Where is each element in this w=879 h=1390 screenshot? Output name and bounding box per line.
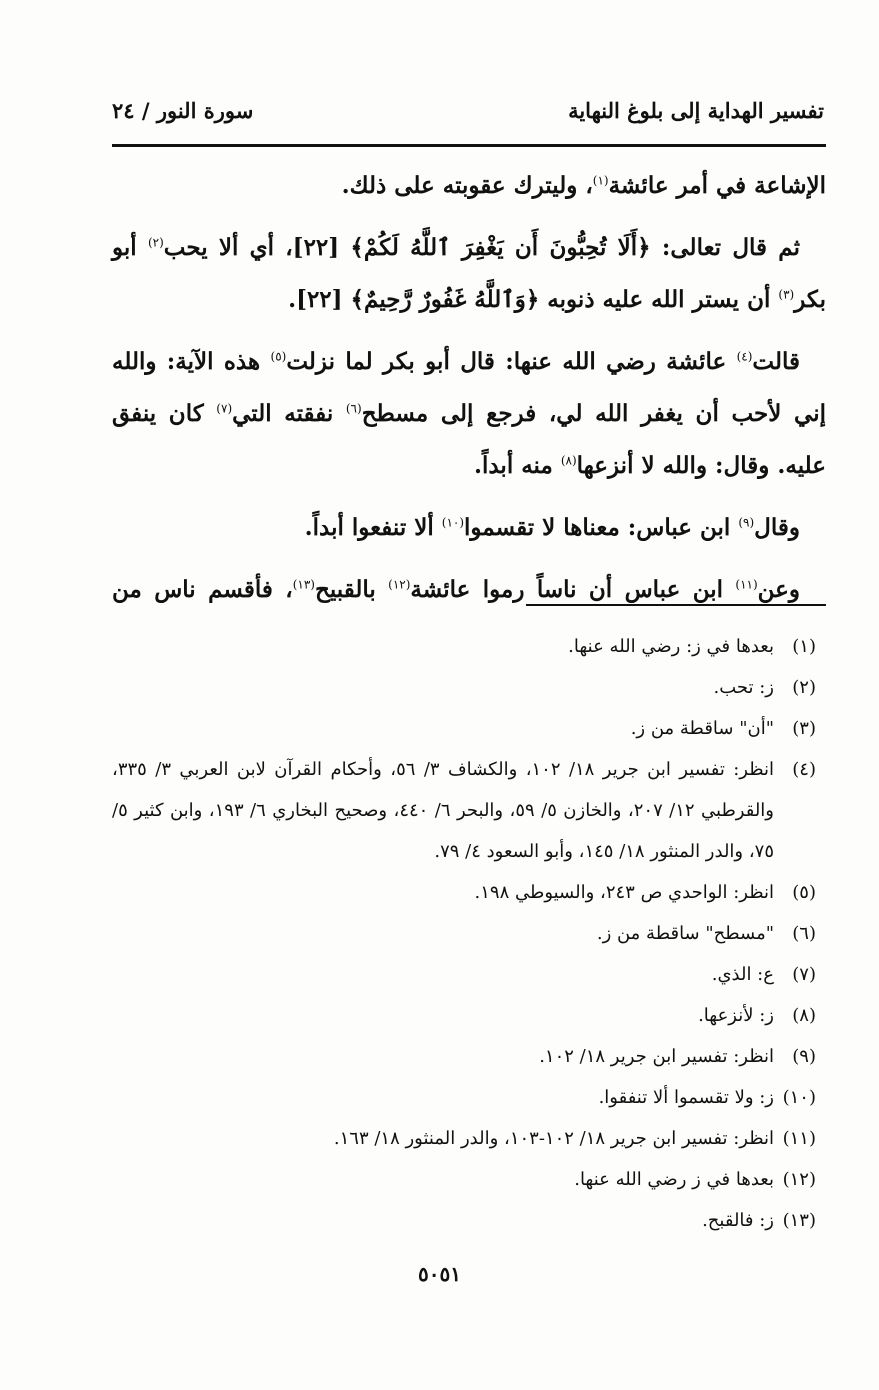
footnote-number: (٨)	[792, 1005, 816, 1026]
footnote-number: (١)	[792, 636, 816, 657]
footnote-marker[interactable]: (١١)	[735, 577, 758, 592]
footnote-number: (١٠)	[782, 1087, 816, 1108]
page-number: ٥٠٥١	[418, 1262, 461, 1286]
footnote-marker[interactable]: (٦)	[345, 401, 362, 416]
footnote-marker[interactable]: (١٢)	[388, 577, 411, 592]
footnote-text: ز: لأنزعها.	[698, 1005, 774, 1026]
footnote-text: انظر: تفسير ابن جرير ١٨/ ١٠٢.	[539, 1046, 774, 1067]
paragraph: قالت$^{(٤)}$ عائشة رضي الله عنها: قال أبو بكر لما نزلت$^{(٥)}$ هذه الآية: والله إني لأحب أن يغفر الله لي، فرجع إلى مسطح$^{(٦)}$ نفقته التي$^{(٧)}$ كان ينفق عليه. وقال: والله لا أنزعها$^{(٨)}$ منه أبداً.	[112, 348, 826, 479]
footnote-number: (٧)	[792, 964, 816, 985]
footnote-marker[interactable]: (١٠)	[441, 515, 465, 530]
footnote-text: ع: الذي.	[711, 964, 774, 985]
footnote-marker[interactable]: (٥)	[270, 349, 287, 364]
footnote-separator	[526, 604, 826, 606]
footnote-marker[interactable]: (١٣)	[292, 577, 315, 592]
footnote-marker[interactable]: (٣)	[778, 287, 795, 302]
footnote-text: بعدها في ز: رضي الله عنها.	[568, 636, 774, 657]
footnote-text: انظر: تفسير ابن جرير ١٨/ ١٠٢-١٠٣، والدر المنثور ١٨/ ١٦٣.	[333, 1128, 774, 1149]
footnote-number: (٥)	[792, 882, 816, 903]
footnote	[112, 1159, 826, 1200]
footnote-text: انظر: تفسير ابن جرير ١٨/ ١٠٢، والكشاف ٣/ ٥٦، وأحكام القرآن لابن العربي ٣/ ٣٣٥، والقرطبي ١٢/ ٢٠٧، والخازن ٥/ ٥٩، والبحر ٦/ ٤٤٠، وصحيح البخاري ٦/ ١٩٣، وابن كثير ٥/ ٧٥، والدر المنثور ١٨/ ١٤٥، وأبو السعود ٤/ ٧٩.	[112, 759, 775, 862]
book-title: تفسير الهداية إلى بلوغ النهاية	[568, 98, 824, 123]
footnote-number: (١٢)	[782, 1169, 816, 1190]
footnote	[112, 708, 826, 749]
header-rule	[112, 144, 826, 147]
footnote-number: (٢)	[792, 677, 816, 698]
footnote-marker[interactable]: (٢)	[147, 235, 164, 250]
footnote	[112, 872, 826, 913]
footnote	[112, 913, 826, 954]
footnote-marker[interactable]: (١)	[592, 173, 609, 188]
paragraph: الإشاعة في أمر عائشة$^{(١)}$، وليترك عقوبته على ذلك.	[341, 172, 826, 199]
footnote-marker[interactable]: (٤)	[736, 349, 753, 364]
footnote	[112, 626, 826, 667]
footnote-text: ز: تحب.	[713, 677, 774, 698]
footnote	[112, 749, 826, 872]
footnotes	[112, 626, 826, 1241]
footnote-text: انظر: الواحدي ص ٢٤٣، والسيوطي ١٩٨.	[474, 882, 774, 903]
footnote	[112, 995, 826, 1036]
paragraph: ثم قال تعالى: ﴿أَلَا تُحِبُّونَ أَن يَغْفِرَ ٱللَّهُ لَكُمْ﴾ [٢٢]، أي ألا يحب$^{(٢)}$ أبو بكر$^{(٣)}$ أن يستر الله عليه ذنوبه ﴿وَٱللَّهُ غَفُورٌ رَّحِيمٌ﴾ [٢٢].	[112, 234, 826, 313]
footnote	[112, 954, 826, 995]
footnote	[112, 1200, 826, 1241]
footnote-marker[interactable]: (٧)	[216, 401, 233, 416]
footnote-marker[interactable]: (٨)	[560, 453, 577, 468]
main-text	[112, 160, 826, 626]
footnote	[112, 1077, 826, 1118]
footnote-text: ز: ولا تقسموا ألا تنفقوا.	[598, 1087, 774, 1108]
footnote-marker[interactable]: (٩)	[738, 515, 755, 530]
footnote-text: "أن" ساقطة من ز.	[630, 718, 774, 739]
footnote-number: (١٣)	[782, 1210, 816, 1231]
running-header	[112, 98, 824, 123]
paragraph: وعن$^{(١١)}$ ابن عباس أن ناساً رموا عائشة$^{(١٢)}$ بالقبيح$^{(١٣)}$، فأقسم ناس من	[112, 576, 800, 603]
footnote	[112, 1036, 826, 1077]
footnote	[112, 1118, 826, 1159]
footnote-number: (٤)	[792, 759, 816, 780]
footnote-text: بعدها في ز رضي الله عنها.	[574, 1169, 774, 1190]
footnote-text: ز: فالقبح.	[702, 1210, 774, 1231]
footnote	[112, 667, 826, 708]
footnote-number: (٦)	[792, 923, 816, 944]
paragraph: وقال$^{(٩)}$ ابن عباس: معناها لا تقسموا$^{(١٠)}$ ألا تنفعوا أبداً.	[304, 514, 800, 541]
footnote-number: (٩)	[792, 1046, 816, 1067]
footnote-number: (٣)	[792, 718, 816, 739]
surah-and-page: سورة النور / ٢٤	[112, 98, 254, 123]
footnote-number: (١١)	[782, 1128, 816, 1149]
footnote-text: "مسطح" ساقطة من ز.	[596, 923, 774, 944]
